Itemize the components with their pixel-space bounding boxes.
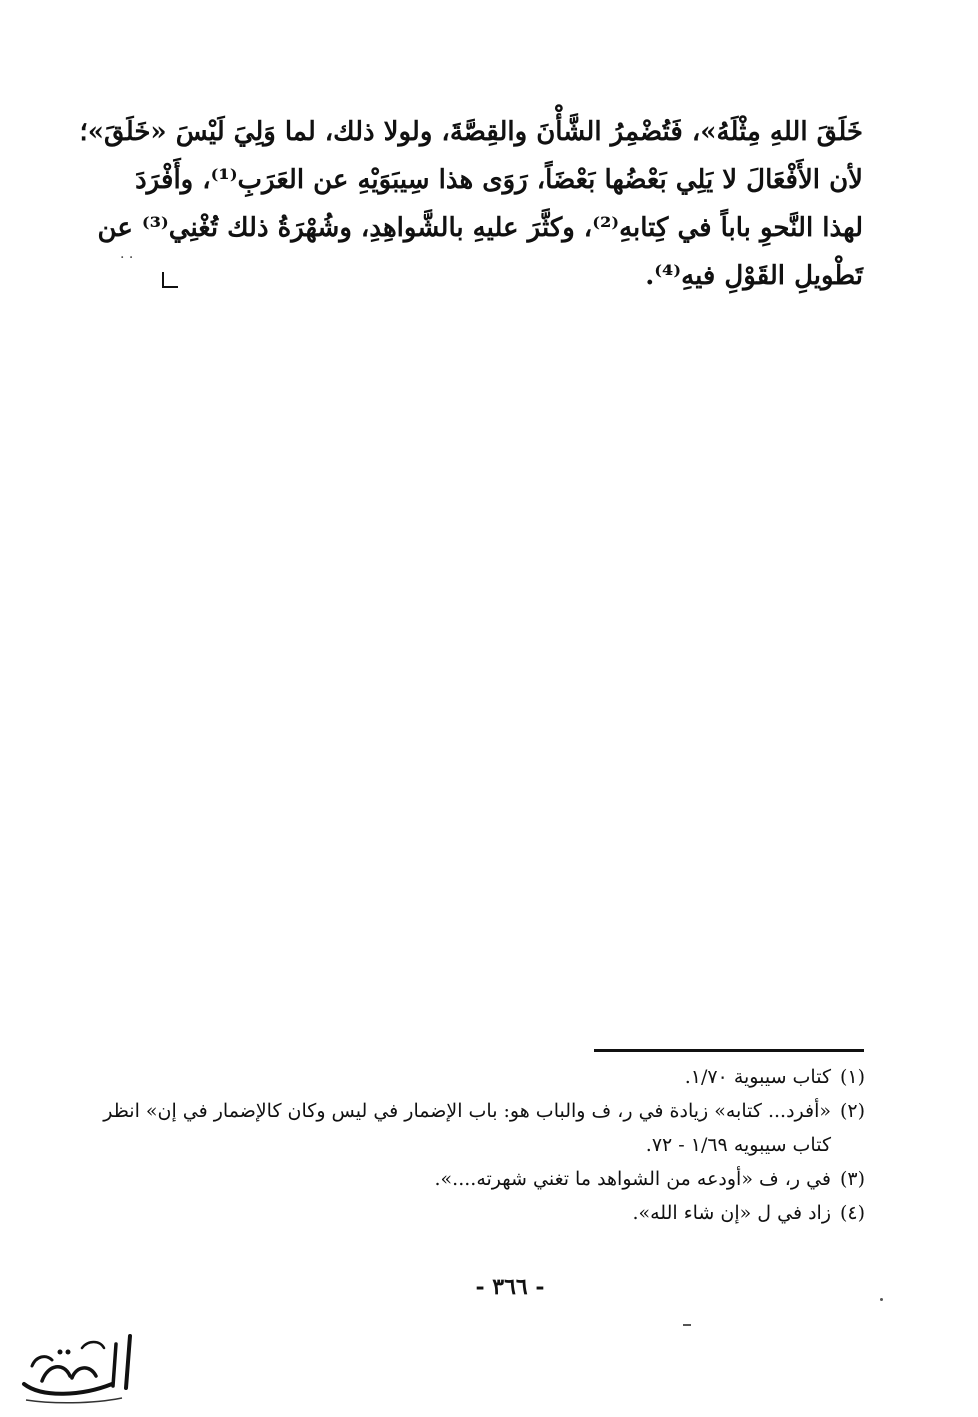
body-line-4: تَطْويلِ القَوْلِ فيهِ⁽⁴⁾.	[645, 261, 863, 291]
body-line-1: خَلَقَ اللهِ مِثْلَهُ»، فَتُضْمِرُ الشَّأْنَ والقِصَّةَ، ولولا ذلك، لما وَلِيَ لَيْسَ «خَلَقَ»؛	[79, 117, 863, 147]
stray-mark	[880, 1298, 883, 1301]
calligraphy-logo-icon	[12, 1326, 142, 1406]
footnote-4	[160, 1196, 865, 1230]
footnote-3	[160, 1162, 865, 1196]
page-number: - ٣٦٦ -	[475, 1274, 545, 1300]
footnotes	[103, 1060, 865, 1230]
footnote-number: (١)	[839, 1066, 865, 1088]
stray-mark	[683, 1324, 691, 1326]
footnote-number: (٤)	[839, 1202, 865, 1224]
stray-dots: · ·	[120, 250, 134, 266]
body-line-3: لهذا النَّحوِ باباً في كِتابهِ⁽²⁾، وكثَّرَ عليهِ بالشَّواهِدِ، وشُهْرَةُ ذلك تُغْنِي⁽³⁾ عن	[97, 213, 863, 243]
body-text	[79, 108, 863, 300]
body-line-2: لأن الأَفْعَالَ لا يَلِي بَعْضُها بَعْضَاً، رَوَى هذا سِيبَوَيْهِ عن العَرَبِ⁽¹⁾، وأَفْرَدَ	[135, 165, 863, 195]
footnote-number: (٣)	[839, 1168, 865, 1190]
corner-mark	[162, 272, 178, 288]
footnote-text: زاد في ل «إن شاء الله».	[632, 1202, 831, 1224]
footnote-2-continuation	[160, 1128, 865, 1162]
footnote-2	[103, 1094, 865, 1128]
footnote-divider	[594, 1049, 864, 1052]
footnote-text: «أفرد... كتابه» زيادة في ر، ف والباب هو: باب الإضمار في ليس وكان كالإضمار في إن» انظر	[103, 1100, 831, 1122]
footnote-text: كتاب سيبوية ١/٧٠.	[684, 1066, 831, 1088]
footnote-number: (٢)	[839, 1100, 865, 1122]
footnote-text: في ر، ف «أودعه من الشواهد ما تغني شهرته....».	[434, 1168, 831, 1190]
footnote-text: كتاب سيبويه ١/٦٩ - ٧٢.	[645, 1134, 831, 1156]
footnote-1	[160, 1060, 865, 1094]
